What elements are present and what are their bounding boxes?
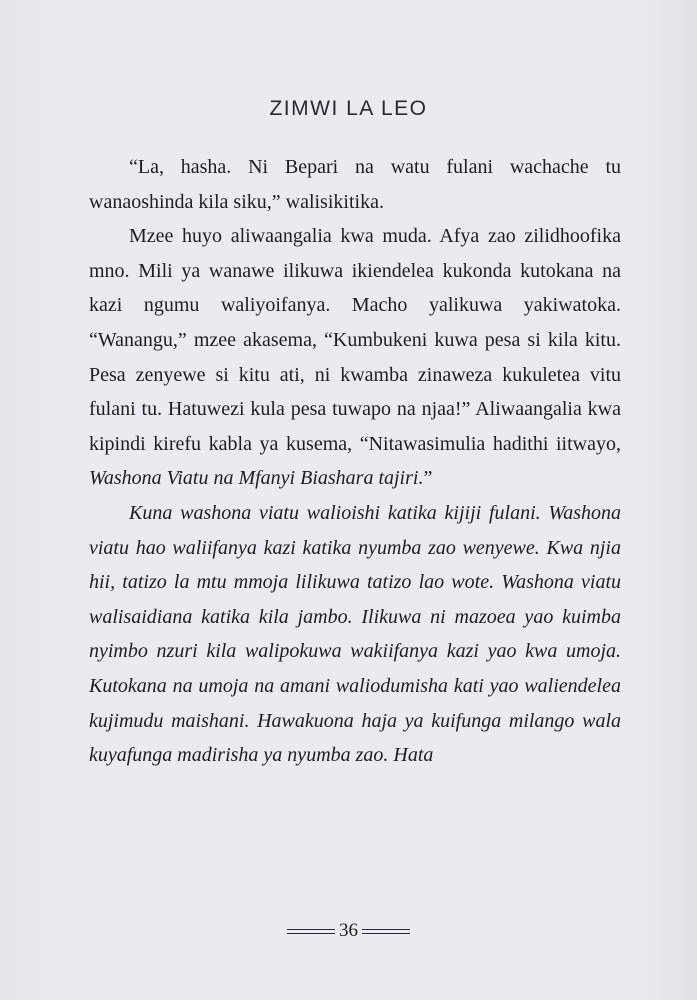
paragraph-2-text: Mzee huyo aliwaangalia kwa muda. Afya zao zilidhoofika mno. Mili ya wanawe ilikuwa ikiendelea kukonda kutokana na kazi ngumu waliyoifanya. Macho yalikuwa yakiwatoka. “Wanangu,” mzee akasema, “Kumbukeni kuwa pesa si kila kitu. Pesa zenyewe si kitu ati, ni kwamba zinaweza kukuletea vitu fulani tu. Hatuwezi kula pesa tuwapo na njaa!” Aliwaangalia kwa kipindi kirefu kabla ya kusema, “Nitawasimulia hadithi iitwayo, — [89, 225, 621, 455]
paragraph-1: “La, hasha. Ni Bepari na watu fulani wachache tu wanaoshinda kila siku,” walisikitika. — [89, 156, 621, 213]
page-footer — [0, 920, 697, 942]
page-text — [89, 150, 621, 773]
paragraph-3-italic: Kuna washona viatu walioishi katika kijiji fulani. Washona viatu hao waliifanya kazi katika nyumba zao wenyewe. Kwa njia hii, tatizo la mtu mmoja lilikuwa tatizo lao wote. Washona viatu walisaidiana katika kila jambo. Ilikuwa ni mazoea yao kuimba nyimbo nzuri kila walipokuwa wakiifanya kazi yao kwa umoja. Kutokana na umoja na amani waliodumisha kati yao waliendelea kujimudu maishani. Hawakuona haja ya kuifunga milango wala kuyafunga madirisha ya nyumba zao. Hata — [89, 501, 621, 767]
page-number: 36 — [339, 920, 358, 941]
paragraph-2 — [89, 219, 621, 496]
footer-rule-left — [287, 929, 335, 934]
footer-rule-right — [362, 929, 410, 934]
running-head-title: ZIMWI LA LEO — [269, 97, 428, 120]
story-title-italic: Washona Viatu na Mfanyi Biashara tajiri. — [89, 467, 424, 490]
paragraph-2-close-quote: ” — [423, 467, 433, 490]
